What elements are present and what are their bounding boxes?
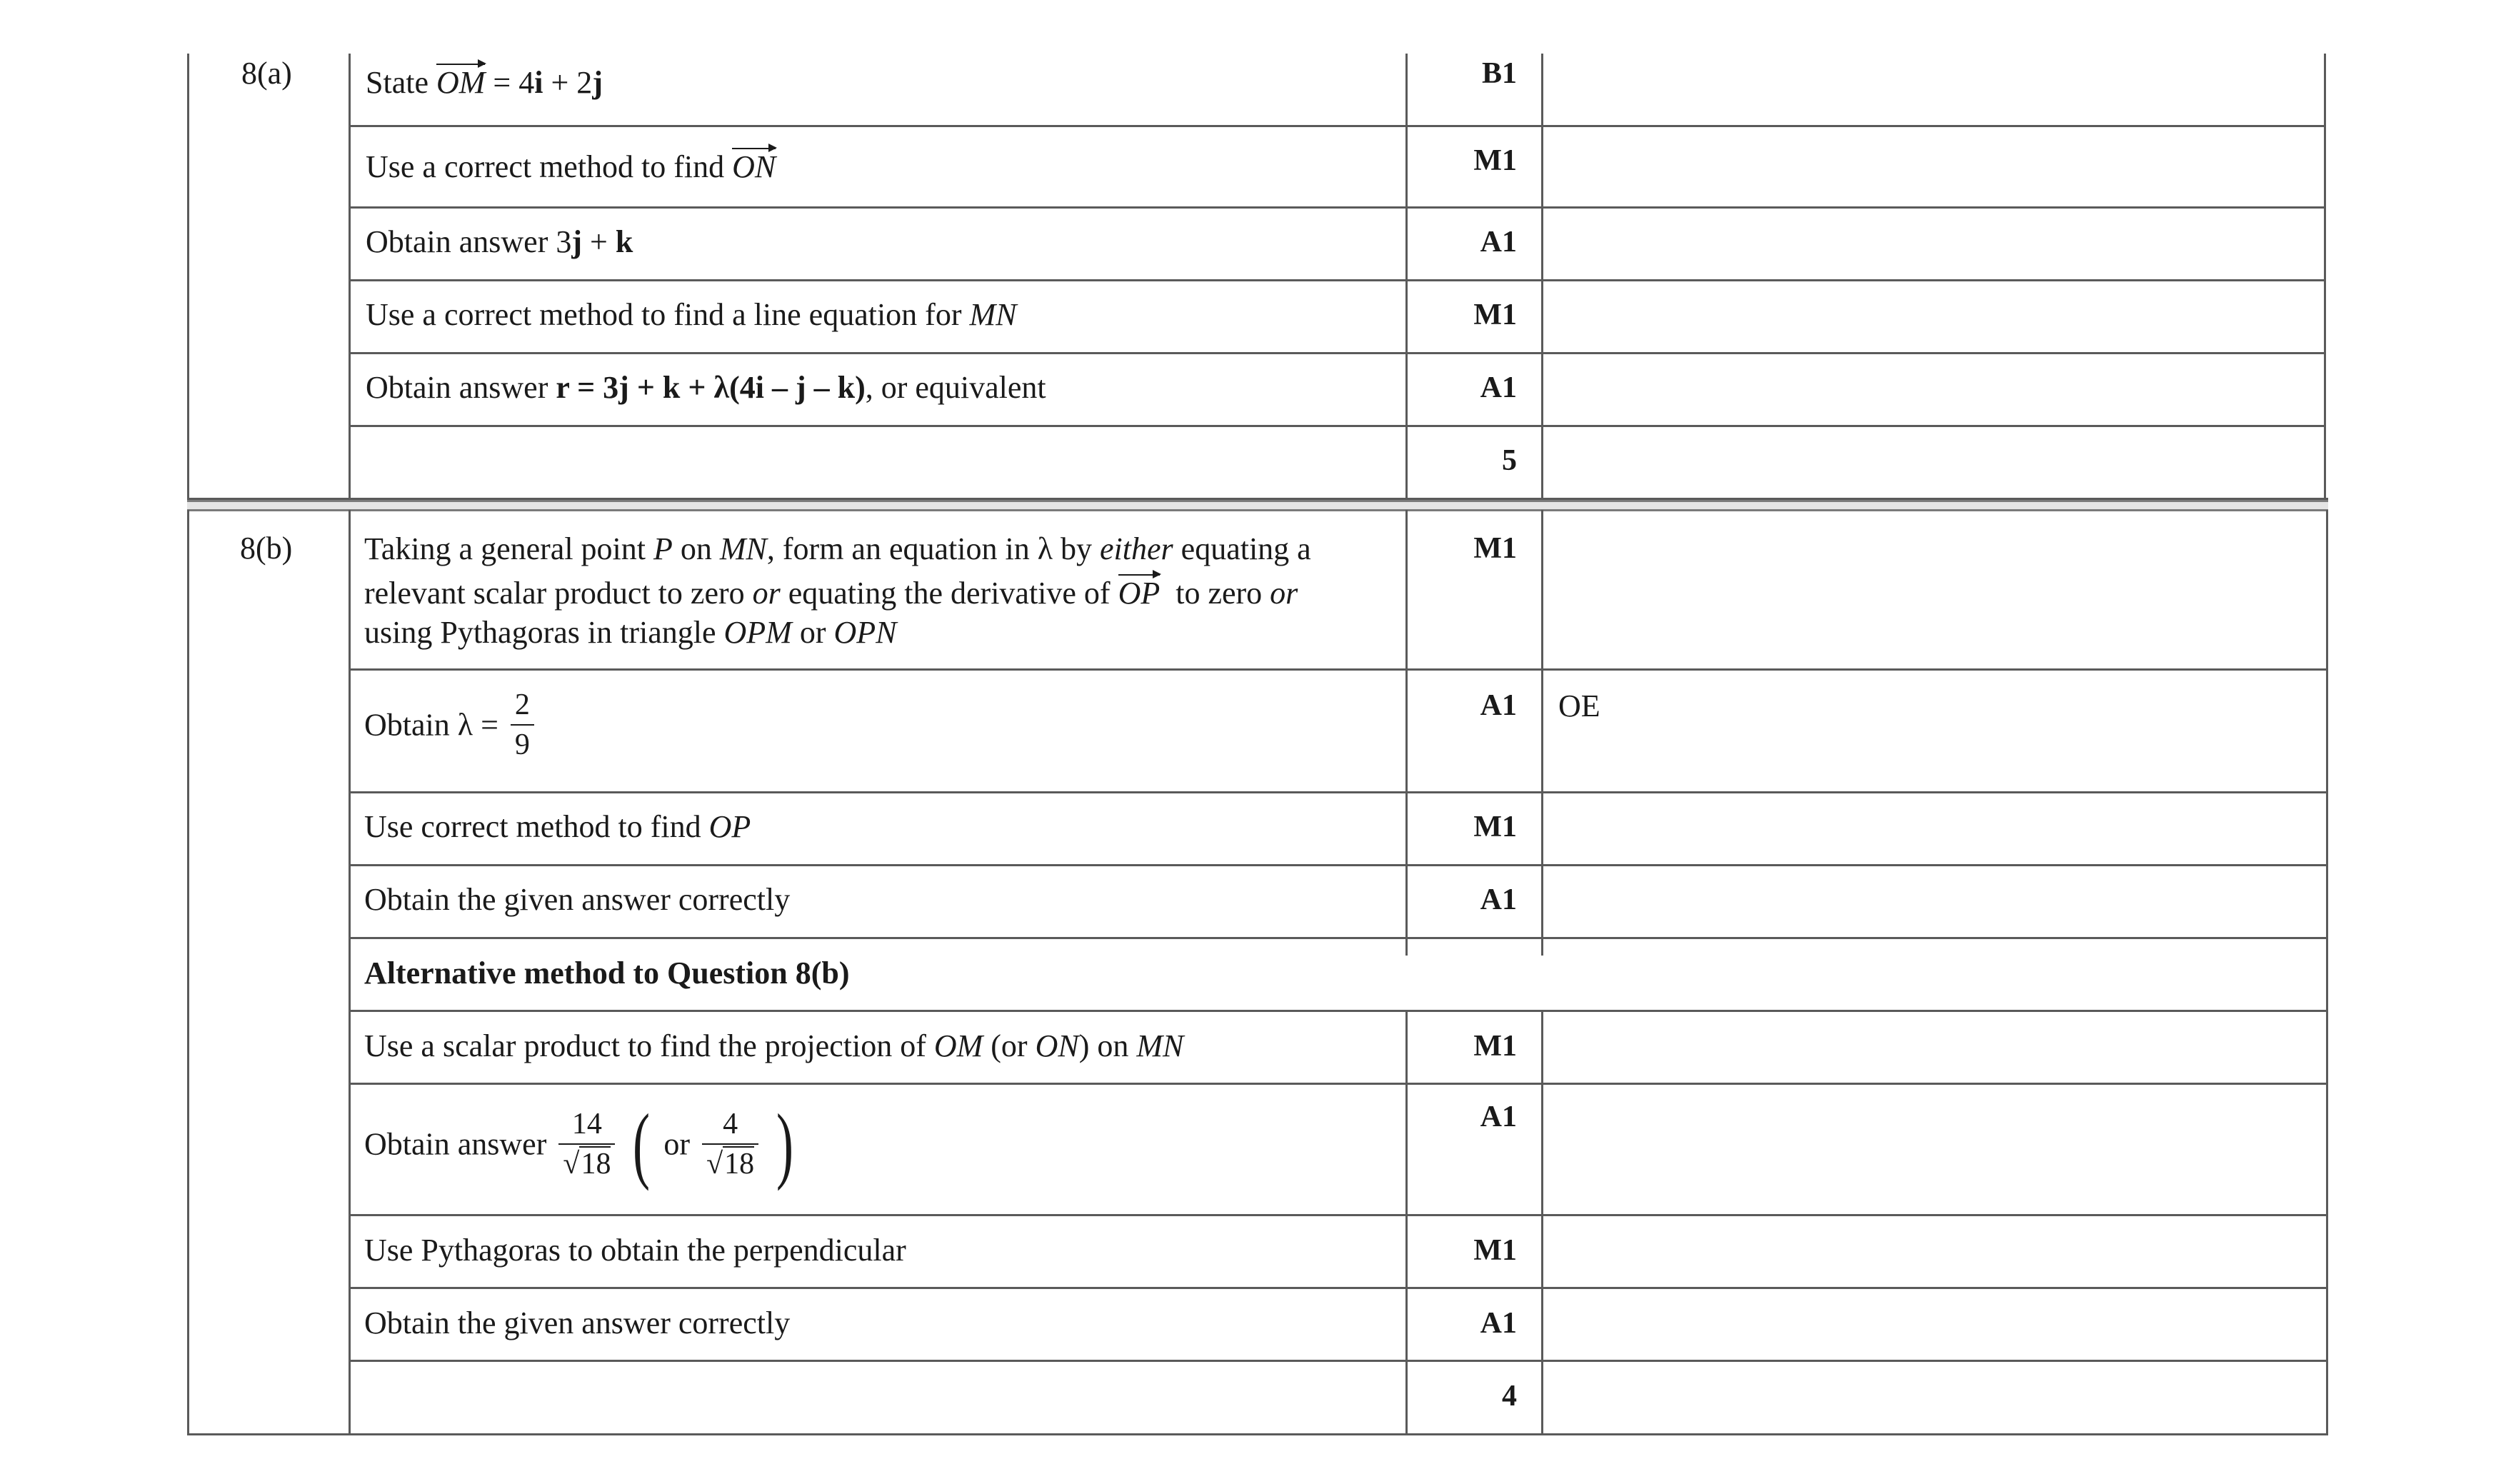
question-number: 8(b) xyxy=(240,531,293,566)
table-border xyxy=(349,510,351,1435)
answer-text: Use Pythagoras to obtain the perpendicular xyxy=(364,1233,906,1268)
answer-text: State OM = 4i + 2j xyxy=(366,62,603,103)
table-row-divider xyxy=(349,1010,2328,1012)
mark-scheme-table-8b xyxy=(187,510,2328,1438)
total-marks: 4 xyxy=(1502,1380,1517,1413)
answer-text: Use a correct method to find ON xyxy=(366,146,776,187)
total-marks: 5 xyxy=(1502,444,1517,477)
mark-scheme-table-8a xyxy=(187,54,2328,500)
fraction: $\frac{4}{√18}$ xyxy=(702,1108,758,1180)
table-row-divider xyxy=(349,279,2326,281)
guidance-text: OE xyxy=(1558,688,1600,723)
mark-code: A1 xyxy=(1480,883,1517,916)
table-row-divider xyxy=(349,425,2326,427)
answer-text: Taking a general point P on MN, form an equation in λ by either equating a xyxy=(364,531,1311,566)
mark-code: M1 xyxy=(1473,144,1517,177)
answer-text: Obtain answer r = 3j + k + λ(4i – j – k), or equivalent xyxy=(366,370,1046,405)
question-number: 8(a) xyxy=(241,56,292,91)
table-row-divider xyxy=(349,791,2328,793)
table-border xyxy=(2324,54,2326,500)
left-paren: ( xyxy=(633,1096,651,1191)
right-paren: ) xyxy=(776,1096,794,1191)
table-row-divider xyxy=(349,1214,2328,1216)
table-border xyxy=(1541,54,1543,500)
answer-text: Obtain answer 3j + k xyxy=(366,224,633,259)
answer-text: Obtain the given answer correctly xyxy=(364,1305,791,1340)
table-row-divider xyxy=(349,125,2326,127)
mark-code: M1 xyxy=(1473,532,1517,565)
vector-on: ON xyxy=(732,146,776,187)
mark-code: A1 xyxy=(1480,1101,1517,1133)
table-border xyxy=(1541,1010,1543,1435)
answer-text: using Pythagoras in triangle OPM or OPN xyxy=(364,615,897,650)
mark-code: M1 xyxy=(1473,1030,1517,1063)
answer-text: Obtain the given answer correctly xyxy=(364,882,791,917)
fraction: $\frac{14}{√18}$ xyxy=(558,1108,615,1180)
mark-code: M1 xyxy=(1473,299,1517,331)
mark-code: A1 xyxy=(1480,371,1517,404)
table-border xyxy=(349,54,351,500)
table-row-divider xyxy=(349,1360,2328,1362)
answer-text: Use a correct method to find a line equation for MN xyxy=(366,297,1017,332)
table-row-divider xyxy=(349,668,2328,671)
answer-text: Obtain answer $\frac{14}{√18}$ ( or $\frac{4}{√18}$ ) xyxy=(364,1096,794,1191)
table-border xyxy=(1405,510,1408,956)
table-border xyxy=(187,54,189,500)
fraction: $\frac{2}{9}$ xyxy=(511,688,534,761)
answer-text: Use a scalar product to find the projection of OM (or ON) on MN xyxy=(364,1028,1184,1063)
table-border xyxy=(1541,510,1543,956)
table-border xyxy=(2326,510,2328,1435)
table-bottom-border xyxy=(187,1433,2328,1435)
answer-text: Use correct method to find OP xyxy=(364,809,751,844)
table-border xyxy=(1405,1010,1408,1435)
mark-code: A1 xyxy=(1480,1307,1517,1340)
mark-code: M1 xyxy=(1473,811,1517,843)
vector-om: OM xyxy=(436,62,485,103)
mark-code: A1 xyxy=(1480,689,1517,722)
table-border xyxy=(1405,54,1408,500)
answer-text: relevant scalar product to zero or equating the derivative of OP to zero or xyxy=(364,573,1298,613)
table-row-divider xyxy=(349,1083,2328,1085)
mark-code: M1 xyxy=(1473,1234,1517,1267)
table-border xyxy=(187,510,189,1435)
answer-text: Obtain λ = $\frac{2}{9}$ xyxy=(364,688,538,761)
table-row-divider xyxy=(349,1287,2328,1289)
mark-code: B1 xyxy=(1481,57,1517,90)
table-row-divider xyxy=(349,864,2328,866)
table-row-divider xyxy=(349,352,2326,354)
table-row-divider xyxy=(349,937,2328,939)
alternative-method-heading: Alternative method to Question 8(b) xyxy=(364,956,850,991)
mark-code: A1 xyxy=(1480,226,1517,259)
table-row-divider xyxy=(349,206,2326,209)
vector-op: OP xyxy=(1118,573,1161,613)
